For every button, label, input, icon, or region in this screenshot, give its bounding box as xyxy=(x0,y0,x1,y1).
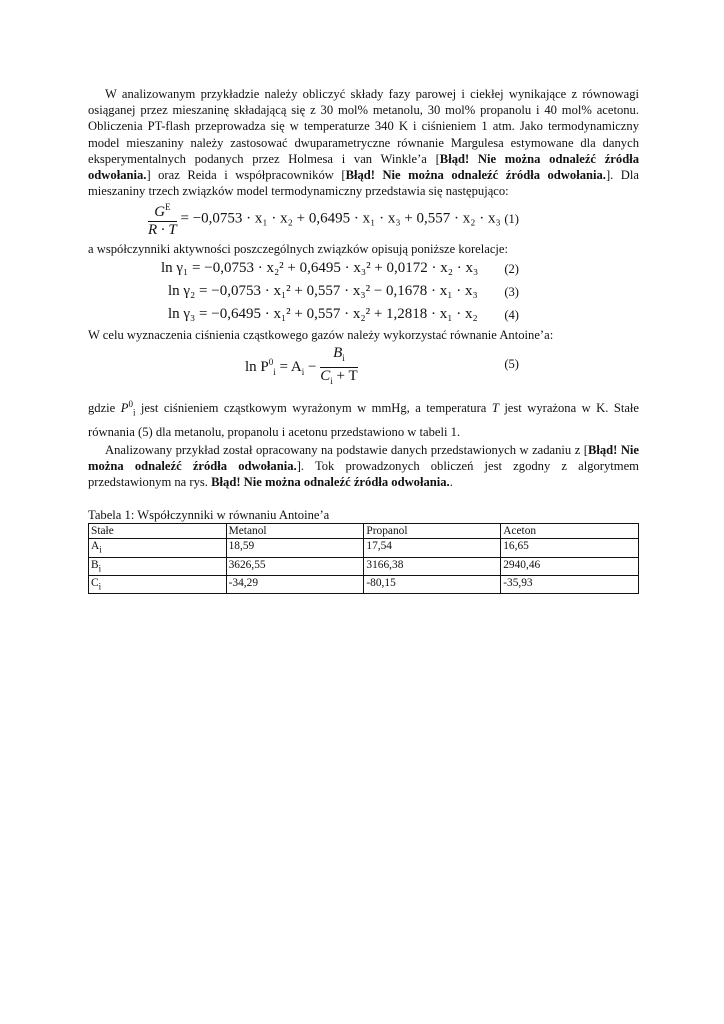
analysis-text-3: . xyxy=(449,474,453,489)
analysis-text-2: ]. Tok prowadzonych obliczeń jest zgodny z algorytmem przedstawionym na rys. xyxy=(88,458,639,489)
row-label-text: A xyxy=(91,540,100,553)
equation-5-mid: = A xyxy=(279,358,302,375)
equation-2-expr: ln γ₁ = −0,0753 · x₂² + 0,6495 · x₃² + 0,0172 · x₂ · x₃ xyxy=(161,259,479,276)
equation-4-number: (4) xyxy=(504,307,519,322)
table-row-label xyxy=(89,575,227,593)
gdzie-text-2: jest wyrażona w K. Stałe równania (5) dla metanolu, propanolu i acetonu przedstawiono w tabeli 1. xyxy=(88,401,640,439)
table-header-cell: Metanol xyxy=(226,524,364,539)
table-header-cell: Propanol xyxy=(364,524,501,539)
analysis-text-1: Analizowany przykład został opracowany na podstawie danych przedstawionych w zadaniu z [ xyxy=(105,442,588,457)
equation-5-number: (5) xyxy=(504,356,519,371)
equation-5 xyxy=(88,343,639,387)
equation-4-expr: ln γ₃ = −0,6495 · x₁² + 0,557 · x₂² + 1,2818 · x₁ · x₂ xyxy=(168,305,478,322)
equation-5-fraction xyxy=(320,345,357,390)
antoine-text: W celu wyznaczenia ciśnienia cząstkowego gazów należy wykorzystać równanie Antoine’a: xyxy=(88,327,554,342)
equation-5-minus: − xyxy=(308,358,317,375)
row-label-sub: i xyxy=(99,544,102,555)
table-caption: Tabela 1: Współczynniki w równaniu Antoine’a xyxy=(88,508,330,523)
gdzie-symbol-sub: i xyxy=(132,407,136,418)
equation-3-number: (3) xyxy=(504,284,519,299)
gdzie-symbol: P xyxy=(120,401,129,416)
row-label-sub: i xyxy=(98,562,102,573)
table-cell: 18,59 xyxy=(226,539,364,557)
analysis-paragraph xyxy=(88,442,639,491)
table-row xyxy=(89,575,639,593)
equation-5-denominator: C xyxy=(320,367,331,384)
equation-5-mid-sub: i xyxy=(301,366,305,377)
reference-error-3: Błąd! Nie można odnaleźć źródła odwołania. xyxy=(88,442,639,473)
equation-5-numerator-sub: i xyxy=(342,352,345,363)
table-cell: -35,93 xyxy=(501,575,639,593)
equation-1-rhs: = −0,0753 · x₁ · x₂ + 0,6495 · x₁ · x₃ + 0,557 · x₂ · x₃ xyxy=(180,210,501,227)
document-page xyxy=(88,86,639,594)
table-cell: -34,29 xyxy=(226,575,364,593)
equation-5-lhs-sup: 0 xyxy=(268,356,274,367)
equation-5-numerator: B xyxy=(333,344,343,361)
equation-2 xyxy=(88,258,639,281)
row-label-text: B xyxy=(91,558,99,571)
reference-error-1: Błąd! Nie można odnaleźć źródła odwołania. xyxy=(88,151,639,183)
intro-paragraph xyxy=(88,86,639,199)
antoine-table xyxy=(88,523,639,594)
equation-5-lhs: ln P xyxy=(245,358,269,375)
row-label-sub: i xyxy=(98,581,102,592)
gdzie-word: gdzie xyxy=(88,401,116,416)
gdzie-temperature-symbol: T xyxy=(491,401,499,416)
equation-1-numerator: G xyxy=(154,204,166,221)
table-cell: 17,54 xyxy=(364,539,501,557)
table-cell: 2940,46 xyxy=(501,557,639,575)
table-header-cell: Stałe xyxy=(89,524,227,539)
table-header-row xyxy=(89,524,639,539)
equation-1 xyxy=(88,199,639,241)
equation-1-numerator-sup: E xyxy=(165,202,171,213)
table-row-label xyxy=(89,557,227,575)
equation-1-number: (1) xyxy=(504,212,519,227)
reference-error-4: Błąd! Nie można odnaleźć źródła odwołania. xyxy=(211,474,450,489)
table-cell: 16,65 xyxy=(501,539,639,557)
equation-4 xyxy=(88,304,639,327)
gdzie-paragraph xyxy=(88,395,639,442)
table-cell: 3166,38 xyxy=(364,557,501,575)
table-row xyxy=(89,557,639,575)
equation-5-denominator-sub: i xyxy=(330,375,333,386)
table-header-cell: Aceton xyxy=(501,524,639,539)
table-row-label xyxy=(89,539,227,557)
equation-1-denominator: R · T xyxy=(148,222,177,239)
equation-3-expr: ln γ₂ = −0,0753 · x₁² + 0,557 · x₃² − 0,1678 · x₁ · x₃ xyxy=(168,282,478,299)
intro-text-2: ] oraz Reida i współpracowników [ xyxy=(146,168,346,183)
equation-2-number: (2) xyxy=(504,261,519,276)
row-label-text: C xyxy=(91,576,99,589)
table-cell: -80,15 xyxy=(364,575,501,593)
equation-5-lhs-sub: i xyxy=(273,366,276,377)
gdzie-text-1: jest ciśnieniem cząstkowym wyrażonym w mmHg, a temperatura xyxy=(140,401,487,416)
table-cell: 3626,55 xyxy=(226,557,364,575)
equation-1-fraction xyxy=(148,199,177,239)
equation-3 xyxy=(88,281,639,304)
intro-text-3: ]. Dla mieszaniny trzech związków model termodynamiczny przedstawia się następująco: xyxy=(88,168,639,199)
equation-5-denominator-rest: + T xyxy=(336,367,358,384)
table-row xyxy=(89,539,639,557)
intro-text-1: W analizowanym przykładzie należy obliczyć składy fazy parowej i ciekłej wynikające z równowagi osiąganej przez mieszaninę składającą się z 30 mol% metanolu, 30 mol% propanolu i 40 mol% acetonu. Obliczenia PT-flash przeprowadza się w temperaturze 340 K i ciśnieniem 1 atm. Jako termodynamiczny model mieszaniny należy zastosować dwuparametryczne równanie Margulesa estymowane dla danych eksperymentalnych podanych przez Holmesa i van Winkle’a [ xyxy=(88,87,639,166)
gdzie-symbol-sup: 0 xyxy=(128,398,133,409)
reference-error-2: Błąd! Nie można odnaleźć źródła odwołania. xyxy=(345,168,606,183)
activity-text: a współczynniki aktywności poszczególnych związków opisują poniższe korelacje: xyxy=(88,242,509,257)
